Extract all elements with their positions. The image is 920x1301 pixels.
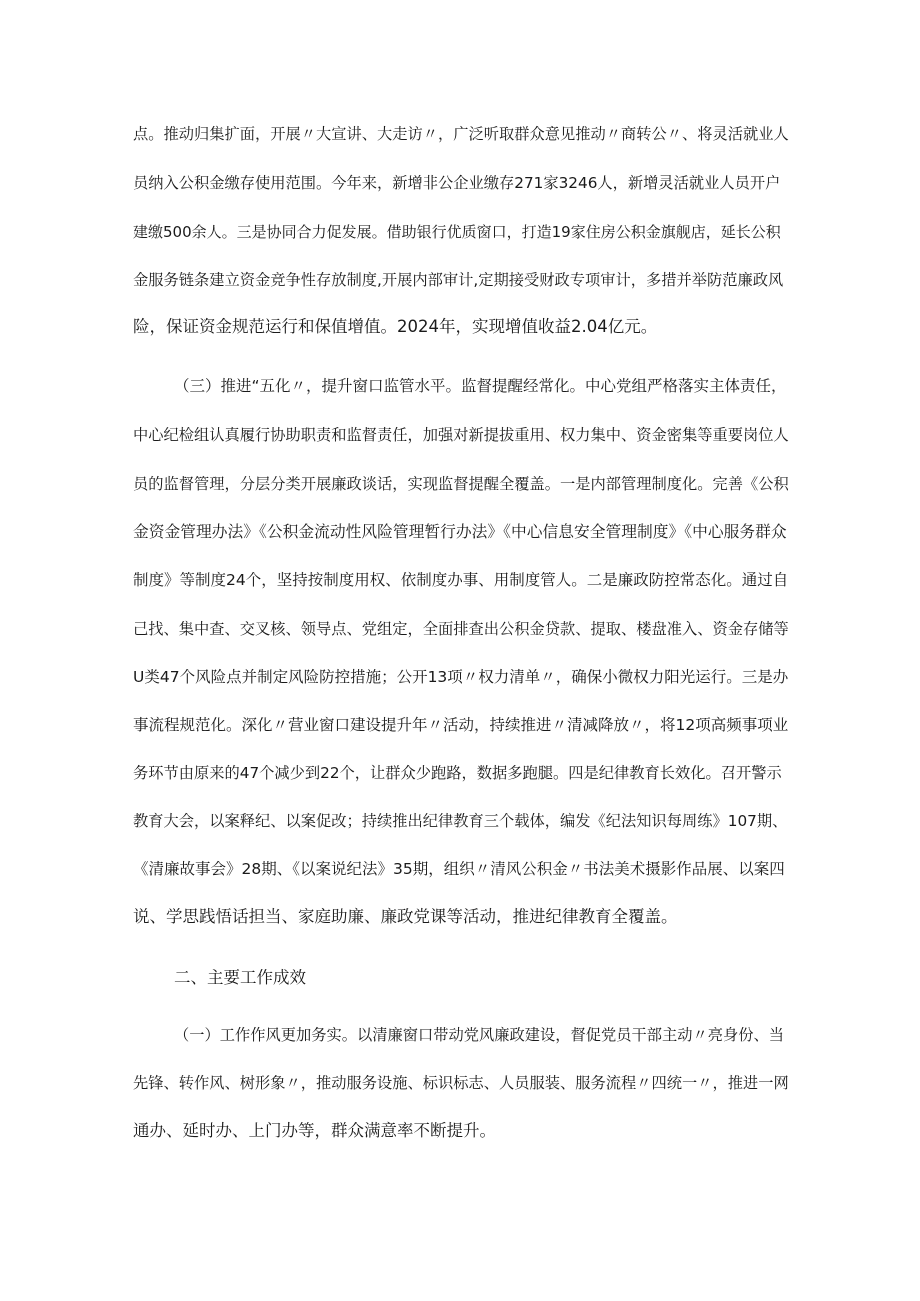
section-heading: 二、主要工作成效	[174, 968, 306, 987]
text-line: 《清廉故事会》28期、《以案说纪法》35期，组织〃清风公积金〃书法美术摄影作品展、以案四	[133, 860, 785, 878]
text-line: 险，保证资金规范运行和保值增值。2024年，实现增值收益2.04亿元。	[133, 317, 658, 336]
text-line: 制度》等制度24个，坚持按制度用权、依制度办事、用制度管人。二是廉政防控常态化。通过自	[133, 571, 789, 589]
text-line: 教育大会，以案释纪、以案促改；持续推出纪律教育三个载体，编发《纪法知识每周练》107期、	[133, 812, 788, 830]
text-line: 通办、延时办、上门办等，群众满意率不断提升。	[133, 1121, 496, 1140]
text-line: 金资金管理办法》《公积金流动性风险管理暂行办法》《中心信息安全管理制度》《中心服务群众	[133, 522, 787, 541]
text-line: 事流程规范化。深化〃营业窗口建设提升年〃活动，持续推进〃清减降放〃，将12项高频事项业	[133, 716, 789, 734]
text-line: （三）推进“五化〃，提升窗口监管水平。监督提醒经常化。中心党组严格落实主体责任，	[174, 377, 787, 395]
text-line: 己找、集中查、交叉核、领导点、党组定，全面排查出公积金贷款、提取、楼盘准入、资金存储等	[133, 620, 789, 638]
text-line: 点。推动归集扩面，开展〃大宣讲、大走访〃，广泛听取群众意见推动〃商转公〃、将灵活就业人	[133, 125, 789, 143]
text-line: 金服务链条建立资金竞争性存放制度,开展内部审计,定期接受财政专项审计，多措并举防范廉政风	[133, 271, 784, 289]
text-line: U类47个风险点并制定风险防控措施；公开13项〃权力清单〃，确保小微权力阳光运行。三是办	[133, 668, 789, 686]
text-line: （一）工作作风更加务实。以清廉窗口带动党风廉政建设，督促党员干部主动〃亮身份、当	[174, 1026, 784, 1044]
text-line: 员纳入公积金缴存使用范围。今年来，新增非公企业缴存271家3246人，新增灵活就业人员开户	[133, 174, 781, 192]
text-line: 说、学思践悟话担当、家庭助廉、廉政党课等活动，推进纪律教育全覆盖。	[133, 907, 678, 926]
text-line: 员的监督管理，分层分类开展廉政谈话，实现监督提醒全覆盖。一是内部管理制度化。完善《公积	[133, 475, 789, 493]
text-line: 先锋、转作风、树形象〃，推动服务设施、标识标志、人员服装、服务流程〃四统一〃，推进一网	[133, 1074, 789, 1092]
text-line: 务环节由原来的47个减少到22个，让群众少跑路，数据多跑腿。四是纪律教育长效化。召开警示	[133, 764, 782, 782]
text-line: 中心纪检组认真履行协助职责和监督责任，加强对新提拔重用、权力集中、资金密集等重要岗位人	[133, 426, 789, 444]
text-line: 建缴500余人。三是协同合力促发展。借助银行优质窗口，打造19家住房公积金旗舰店，延长公积	[133, 223, 781, 241]
